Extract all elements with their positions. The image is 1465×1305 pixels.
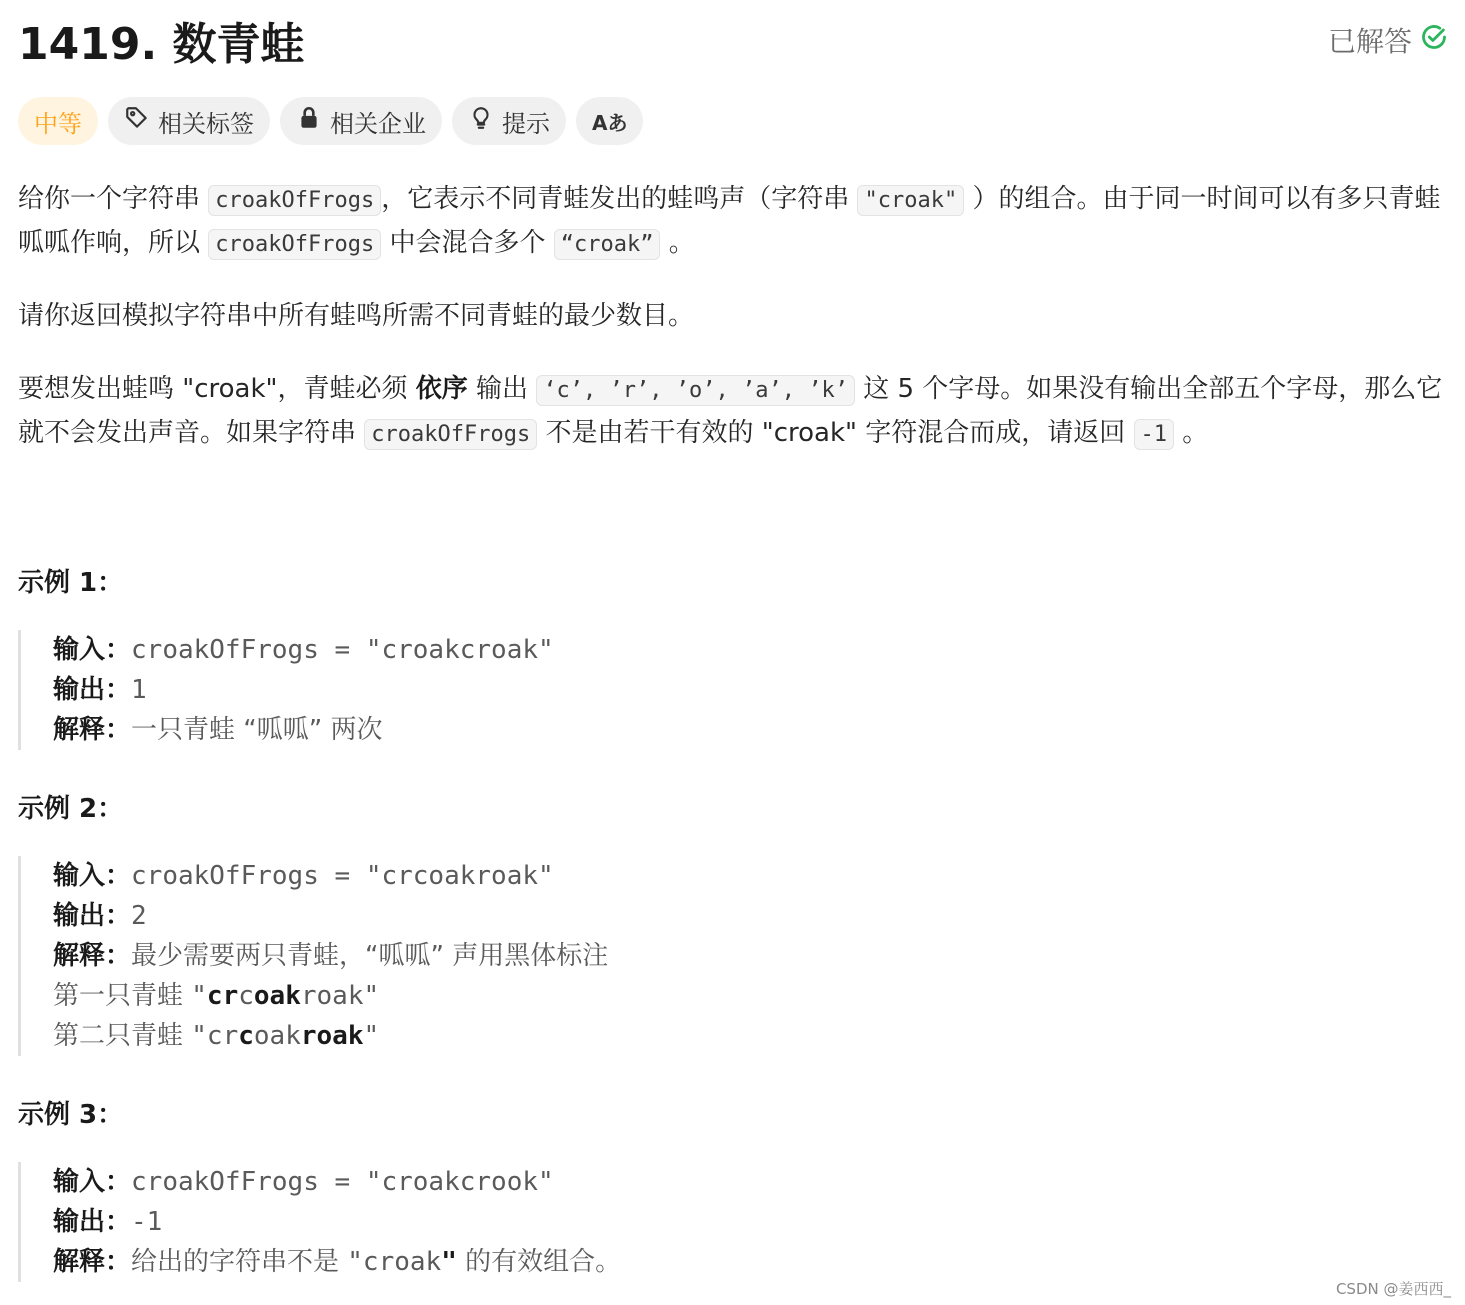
tag-icon: [124, 105, 150, 137]
related-companies-label: 相关企业: [330, 109, 426, 138]
description-paragraph-2: 请你返回模拟字符串中所有蛙鸣所需不同青蛙的最少数目。: [18, 301, 695, 331]
example-1-output: 输出：1: [53, 675, 147, 705]
inline-code: "croak": [857, 185, 964, 216]
example-1-block: [18, 630, 1018, 750]
example-2-output: 输出：2: [53, 901, 147, 931]
inline-code: croakOfFrogs: [208, 185, 381, 216]
translate-icon: Aあ: [592, 110, 628, 135]
bold-text: 依序: [415, 374, 468, 404]
watermark: CSDN @姜西西_: [1335, 1280, 1451, 1298]
example-2-title: 示例 2：: [18, 794, 124, 824]
example-3-explain: 解释：给出的字符串不是 "croak" 的有效组合。: [53, 1247, 622, 1277]
lock-icon: [296, 105, 322, 137]
related-companies-button[interactable]: [280, 97, 442, 145]
example-1-explain: 解释：一只青蛙 “呱呱” 两次: [53, 715, 383, 745]
example-2-explain: 解释：最少需要两只青蛙，“呱呱” 声用黑体标注: [53, 941, 609, 971]
tag-bar: [18, 97, 643, 145]
difficulty-badge: [18, 97, 98, 145]
example-3-input: 输入：croakOfFrogs = "croakcrook": [53, 1167, 554, 1197]
solved-label: 已解答: [1327, 25, 1412, 58]
example-3-title: 示例 3：: [18, 1100, 124, 1130]
inline-code: -1: [1134, 419, 1175, 450]
description-paragraph-3: 要想发出蛙鸣 "croak"，青蛙必须 依序 输出 ‘c’, ’r’, ’o’, ’a’, ’k’ 这 5 个字母。如果没有输出全部五个字母，那么它就不会发出声音。如果字符串 croakOfFrogs 不是由若干有效的 "croak" 字符混合而成，请返回 -1 。: [18, 374, 1443, 448]
inline-code: croakOfFrogs: [208, 229, 381, 260]
example-2-frog-1: 第一只青蛙 "crcoakroak": [53, 981, 380, 1011]
example-1-title: 示例 1：: [18, 568, 124, 598]
solved-status: [1328, 20, 1448, 60]
difficulty-label: 中等: [34, 109, 82, 138]
inline-code: croakOfFrogs: [364, 419, 537, 450]
hint-button[interactable]: [452, 97, 566, 145]
related-tags-label: 相关标签: [158, 109, 254, 138]
translate-button[interactable]: [576, 97, 643, 145]
title-row: [18, 8, 1448, 68]
problem-title[interactable]: 1419. 数青蛙: [18, 19, 305, 70]
example-2-input: 输入：croakOfFrogs = "crcoakroak": [53, 861, 554, 891]
hint-label: 提示: [502, 109, 550, 138]
description-paragraph-1: 给你一个字符串 croakOfFrogs ，它表示不同青蛙发出的蛙鸣声（字符串 "croak" ）的组合。由于同一时间可以有多只青蛙呱呱作响，所以 croakOfFrogs 中会混合多个 “croak” 。: [18, 184, 1441, 258]
inline-code: ‘c’, ’r’, ’o’, ’a’, ’k’: [536, 375, 855, 406]
lightbulb-icon: [468, 105, 494, 137]
related-tags-button[interactable]: [108, 97, 270, 145]
example-2-block: [18, 856, 1018, 1056]
example-2-frog-2: 第二只青蛙 "crcoakroak": [53, 1021, 380, 1051]
example-1-input: 输入：croakOfFrogs = "croakcroak": [53, 635, 554, 665]
example-3-block: [18, 1162, 1018, 1282]
inline-code: “croak”: [554, 229, 661, 260]
example-3-output: 输出：-1: [53, 1207, 163, 1237]
check-circle-icon: [1420, 23, 1448, 58]
